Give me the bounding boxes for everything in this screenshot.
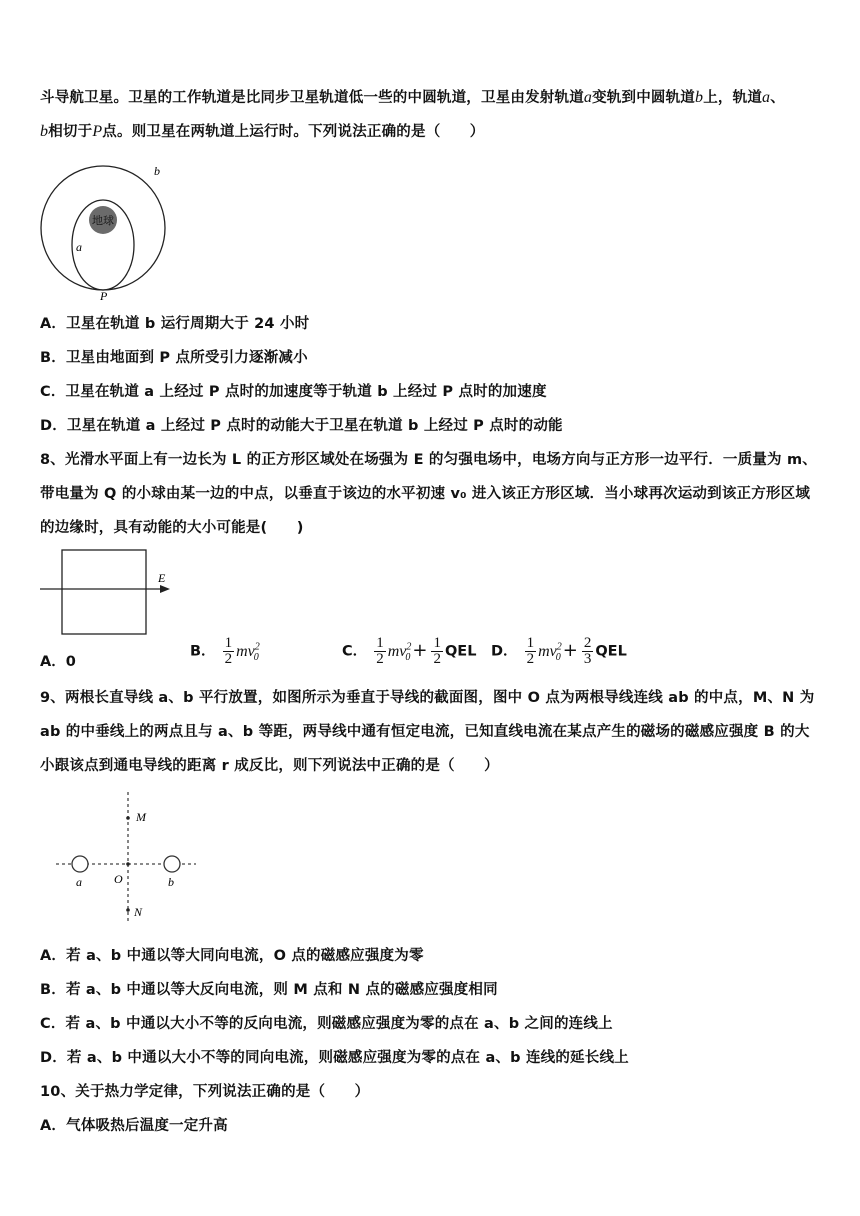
earth-label: 地球 (92, 214, 114, 227)
q10-stem-line-1: 10、关于热力学定律，下列说法正确的是（ ） (40, 1084, 370, 1100)
wire-a-circle (72, 856, 88, 872)
fraction-half: $\frac{1}{2}$ (433, 635, 441, 667)
q9-stem-line-3: 小跟该点到通电导线的距离 r 成反比，则下列说法中正确的是（ ） (40, 758, 499, 774)
q9-stem-line-2: ab 的中垂线上的两点且与 a、b 等距，两导线中通有恒定电流，已知直线电流在某点产生的磁场的磁感应强度 B 的大 (40, 724, 810, 740)
label-b: b (168, 875, 174, 889)
q7-stem-line-2: b相切于P点。则卫星在两轨道上运行时。下列说法正确的是（ ） (40, 123, 485, 140)
point-n-dot (126, 908, 130, 912)
fraction-half: $\frac{1}{2}$ (224, 635, 233, 667)
q10-option-a: A．气体吸热后温度一定升高 (40, 1118, 228, 1134)
var-b: b (695, 89, 704, 106)
fraction-half: $\frac{1}{2}$ (526, 635, 535, 667)
q9-option-d: D．若 a、b 中通以大小不等的同向电流，则磁感应强度为零的点在 a、b 连线的延长线上 (40, 1050, 629, 1066)
q7-stem-line-1: 斗导航卫星。卫星的工作轨道是比同步卫星轨道低一些的中圆轨道，卫星由发射轨道a变轨到中圆轨道b上，轨道a、 (40, 89, 785, 106)
orbit-a-label: a (76, 240, 82, 254)
point-m-dot (126, 816, 130, 820)
label-a: a (76, 875, 82, 889)
q8-square-field-figure (36, 544, 186, 638)
field-arrow-icon (160, 585, 170, 593)
label-m: M (136, 810, 146, 824)
var-b: b (40, 123, 49, 140)
q9-option-b: B．若 a、b 中通以等大反向电流，则 M 点和 N 点的磁感应强度相同 (40, 982, 498, 998)
var-a: a (762, 89, 771, 106)
fraction-half: $\frac{1}{2}$ (376, 635, 384, 667)
label-n: N (134, 905, 143, 919)
mv0-squared: $mv^2_0$ (236, 641, 260, 663)
q8-option-c: C． $\frac{1}{2}$ $mv^2_0$ + $\frac{1}{2}$ QEL (342, 635, 477, 667)
square-region (62, 550, 146, 634)
q7-option-c: C．卫星在轨道 a 上经过 P 点时的加速度等于轨道 b 上经过 P 点时的加速度 (40, 384, 547, 400)
q8-stem-line-2: 带电量为 Q 的小球由某一边的中点，以垂直于该边的水平初速 v₀ 进入该正方形区域．当小球再次运动到该正方形区域 (40, 486, 811, 502)
q8-option-d: D． $\frac{1}{2}$ $mv^2_0$ + $\frac{2}{3}$ QEL (491, 635, 627, 667)
q9-wires-figure (50, 788, 210, 928)
var-p: P (92, 123, 103, 140)
q7-option-b: B．卫星由地面到 P 点所受引力逐渐减小 (40, 350, 308, 366)
label-o: O (114, 872, 123, 886)
orbit-b-label: b (154, 164, 160, 178)
fraction-two-thirds: $\frac{2}{3}$ (583, 635, 592, 667)
var-a: a (583, 89, 593, 106)
q8-stem-line-3: 的边缘时，具有动能的大小可能是( ) (40, 520, 304, 536)
q8-option-b: B． $\frac{1}{2}$ $mv^2_0$ (190, 635, 260, 667)
q8-option-a: A．0 (40, 654, 76, 670)
q9-option-c: C．若 a、b 中通以大小不等的反向电流，则磁感应强度为零的点在 a、b 之间的连线上 (40, 1016, 613, 1032)
q8-stem-line-1: 8、光滑水平面上有一边长为 L 的正方形区域处在场强为 E 的匀强电场中，电场方向与正方形一边平行．一质量为 m、 (40, 452, 817, 468)
point-p-label: P (100, 289, 108, 303)
q9-stem-line-1: 9、两根长直导线 a、b 平行放置，如图所示为垂直于导线的截面图，图中 O 点为两根导线连线 ab 的中点，M、N 为 (40, 690, 815, 706)
q7-option-a: A．卫星在轨道 b 运行周期大于 24 小时 (40, 316, 310, 332)
mv0-squared: $mv^2_0$ (387, 641, 412, 663)
q7-option-d: D．卫星在轨道 a 上经过 P 点时的动能大于卫星在轨道 b 上经过 P 点时的动能 (40, 418, 563, 434)
field-label: E (158, 571, 166, 585)
q9-option-a: A．若 a、b 中通以等大同向电流，O 点的磁感应强度为零 (40, 948, 424, 964)
q7-orbit-figure (36, 158, 176, 303)
mv0-squared: $mv^2_0$ (538, 641, 562, 663)
point-o-dot (126, 862, 130, 866)
wire-b-circle (164, 856, 180, 872)
